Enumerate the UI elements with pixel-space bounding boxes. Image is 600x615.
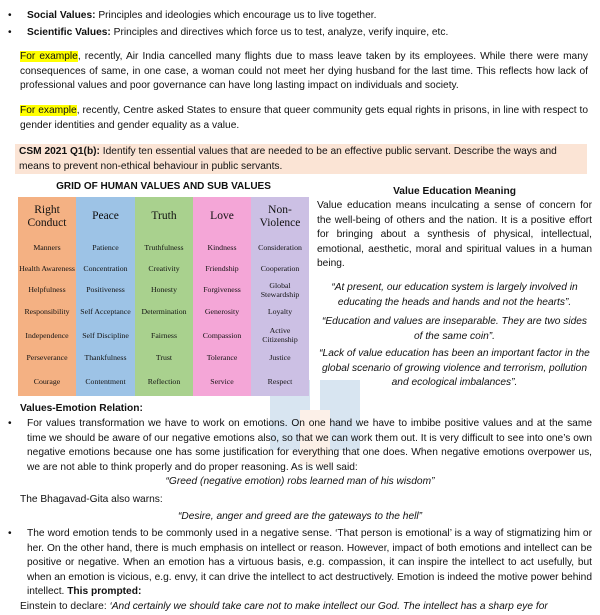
paragraph: The word emotion tends to be commonly used in a negative sense. ‘That person is emotional’ is a way of stigmatizing him or her. On the other hand, there is much emphasis on intellect or reason. However, impact of both emotions and intellect can be positive or negative. When an emotion has a virtuous basis, e.g. compassion, it can inspire the intellect to act usefully, but when an emotion is vicious, e.g. envy, it can drive the intellect to act destructively. Emotion is indeed the motive power behind intellect. [27, 528, 592, 598]
grid-cell: Concentration [83, 264, 128, 273]
grid-cell: Consideration [258, 242, 302, 252]
grid-cell: Reflection [147, 377, 181, 386]
bullet-icon: • [8, 528, 12, 539]
grid-cell: Justice [269, 353, 291, 362]
grid-cell: Trust [155, 353, 173, 362]
paragraph: For values transformation we have to work on emotions. On one hand we have to imbibe positive values and at the same time we should be aware of our negative emotions also, so that we can work them out. It is very difficult to see into one’s own negative emotions because one has some justification for everything that one does. When negative emotions overpower us, we are not able to think properly and do proper reasoning. As is well said: [27, 418, 592, 473]
grid-cell: Patience [92, 242, 119, 252]
grid-header-line: Conduct [27, 216, 67, 229]
grid-cell: Global Stewardship [260, 280, 300, 299]
paragraph: The Bhagavad-Gita also warns: [20, 494, 163, 505]
bullet-text: Principles and directives which force us to test, analyze, verify inquire, etc. [110, 27, 449, 38]
grid-column [193, 197, 251, 396]
question-box [15, 144, 587, 174]
grid-column-header [18, 197, 76, 236]
grid-cell: Courage [33, 377, 61, 386]
example-paragraph [20, 104, 588, 133]
grid-header-line: Peace [92, 210, 119, 222]
grid-cell: Self Discipline [82, 330, 129, 340]
grid-title: GRID OF HUMAN VALUES AND SUB VALUES [56, 181, 271, 192]
einstein-lead: Einstein to declare: [20, 601, 110, 612]
example-text: , recently, Air India cancelled many flights due to mass leave taken by its employees. While there were many consequences of same, in one case, a woman could not meet her dying husband for the last time. This reflects how lack of professional values and poor governance can have long lasting impact on individuals and society. [20, 51, 588, 92]
grid-cell: Tolerance [206, 353, 238, 362]
grid-column-header [135, 197, 193, 236]
grid-column [18, 197, 76, 396]
grid-cell: Determination [141, 307, 187, 316]
grid-cell: Cooperation [260, 264, 300, 273]
grid-cell: Helpfulness [28, 285, 66, 294]
grid-header-line: Love [210, 210, 234, 222]
grid-column [135, 197, 193, 396]
bullet-icon: • [8, 418, 12, 429]
grid-header-line: Truth [151, 210, 177, 222]
grid-column [76, 197, 135, 396]
grid-column [251, 197, 309, 396]
grid-column-header [251, 197, 309, 236]
grid-cell: Respect [267, 377, 293, 386]
grid-cell: Thankfulness [84, 353, 127, 362]
grid-cell: Contentment [85, 377, 126, 386]
grid-cell: Generosity [204, 307, 240, 316]
grid-cell: Positiveness [86, 285, 125, 294]
einstein-quote: ‘And certainly we should take care not to make intellect our God. The intellect has a sharp eye for [109, 601, 548, 612]
grid-header-line: Right [34, 203, 60, 216]
paragraph [20, 600, 595, 615]
grid-cell: Health Awareness [19, 264, 75, 273]
question-text: Identify ten essential values that are needed to be an effective public servant. Describe the ways and means to prevent non-ethical behaviour in public servants. [19, 146, 557, 172]
grid-cell: Truthfulness [144, 242, 184, 252]
grid-cell: Independence [25, 330, 69, 340]
grid-cell: Responsibility [24, 307, 70, 316]
grid-cell: Compassion [202, 330, 242, 340]
bullet-text: Principles and ideologies which encourage us to live together. [95, 10, 377, 21]
bullet-icon: • [8, 27, 12, 38]
grid-cell: Creativity [148, 264, 180, 273]
quote: “At present, our education system is largely involved in educating the heads and hands and not the hearts”. [331, 282, 578, 308]
quote: “Education and values are inseparable. They are two sides of the same coin”. [321, 316, 588, 342]
grid-cell: Loyalty [267, 307, 293, 316]
grid-cell: Service [210, 377, 234, 386]
grid-header-line: Violence [259, 216, 301, 229]
quote: “Lack of value education has been an important factor in the global scenario of growing violence and terrorism, pollution and ecological imbalances”. [319, 348, 590, 389]
section-heading: Values-Emotion Relation: [20, 403, 143, 414]
grid-cell: Active Citizenship [262, 326, 298, 344]
grid-cell: Forgiveness [203, 285, 241, 294]
quote: “Greed (negative emotion) robs learned man of his wisdom” [165, 476, 435, 487]
example-highlight: For example [20, 105, 77, 116]
section-body: Value education means inculcating a sense of concern for the well-being of others and the nation. It is a positive effort for bringing about a synthesis of physical, intellectual, emotional, aesthetic, moral and spiritual values in a human being. [317, 200, 592, 270]
grid-column-header [193, 197, 251, 236]
grid-cell: Kindness [207, 242, 237, 252]
grid-cell: Self Acceptance [80, 307, 131, 316]
grid-header-line: Non- [268, 203, 292, 216]
grid-cell: Friendship [205, 264, 239, 273]
bullet-label: Social Values: [27, 10, 96, 21]
example-paragraph [20, 50, 588, 94]
values-grid [18, 178, 309, 396]
question-label: CSM 2021 Q1(b): [19, 146, 100, 157]
grid-column-header [76, 197, 135, 236]
grid-cell: Perseverance [26, 353, 68, 362]
grid-cell: Fairness [151, 330, 177, 340]
grid-cell: Manners [33, 242, 61, 252]
quote: “Desire, anger and greed are the gateways to the hell” [177, 511, 423, 522]
example-highlight: For example [20, 51, 78, 62]
paragraph-emphasis: This prompted: [67, 586, 142, 598]
bullet-label: Scientific Values: [27, 27, 111, 38]
example-text: , recently, Centre asked States to ensure that queer community gets equal rights in prisons, in line with respect to gender identities and gender equality as a value. [20, 105, 588, 131]
section-title: Value Education Meaning [393, 186, 516, 197]
grid-cell: Honesty [151, 285, 177, 294]
bullet-icon: • [8, 10, 12, 21]
